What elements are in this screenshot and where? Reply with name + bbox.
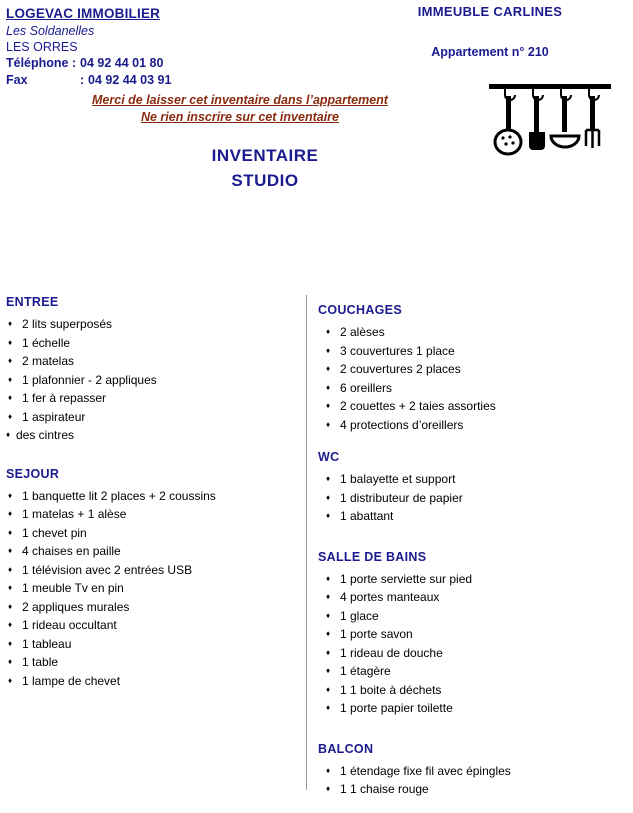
list-item: ♦ 2 matelas: [6, 352, 301, 371]
list-item: ♦ 1 porte serviette sur pied: [318, 570, 618, 589]
phone-label: Téléphone :: [6, 56, 77, 70]
column-divider: [306, 295, 307, 790]
agency-phone-row: [6, 55, 336, 72]
agency-name: LOGEVAC IMMOBILIER: [6, 6, 161, 21]
section-item-list: [318, 323, 618, 434]
list-item: ♦ 2 lits superposés: [6, 315, 301, 334]
agency-block: [6, 6, 336, 89]
section-title: ENTREE: [6, 295, 59, 309]
property-block: [355, 4, 625, 59]
section-item-list: [318, 470, 618, 526]
title-line-1: INVENTAIRE: [211, 146, 319, 165]
building-name: IMMEUBLE CARLINES: [417, 4, 563, 19]
list-item: ♦ 1 rideau de douche: [318, 644, 618, 663]
agency-address-line2: LES ORRES: [6, 40, 78, 54]
section-title: BALCON: [318, 741, 374, 756]
fax-separator: :: [80, 73, 85, 87]
list-item: ♦ 4 chaises en paille: [6, 542, 301, 561]
notice-line-1: Merci de laisser cet inventaire dans l’appartement: [92, 93, 388, 107]
section-item-list: [6, 487, 301, 691]
section-item-list: [318, 762, 618, 799]
right-column: [318, 303, 618, 813]
list-item: ♦ 6 oreillers: [318, 379, 618, 398]
list-item: ♦ 3 couvertures 1 place: [318, 342, 618, 361]
title-line-2: STUDIO: [231, 171, 299, 190]
fax-label: Fax: [6, 73, 28, 87]
list-item: ♦ 1 porte papier toilette: [318, 699, 618, 718]
list-item: ♦ 1 abattant: [318, 507, 618, 526]
list-item: ♦ 1 tableau: [6, 635, 301, 654]
list-item: ♦ 1 chevet pin: [6, 524, 301, 543]
list-item: ♦ 1 étagère: [318, 662, 618, 681]
list-item: ♦ 2 appliques murales: [6, 598, 301, 617]
section-title: SEJOUR: [6, 466, 60, 481]
list-item: ♦ 1 meuble Tv en pin: [6, 579, 301, 598]
section-sejour: [6, 467, 301, 691]
list-item: ♦ 1 plafonnier - 2 appliques: [6, 371, 301, 390]
list-item: ♦ 2 alèses: [318, 323, 618, 342]
list-item: ♦ 1 aspirateur: [6, 408, 301, 427]
fax-value: 04 92 44 03 91: [88, 73, 172, 87]
agency-address-line1: Les Soldanelles: [6, 24, 95, 38]
list-item: ♦ 1 télévision avec 2 entrées USB: [6, 561, 301, 580]
list-item: ♦ 1 1 boite à déchets: [318, 681, 618, 700]
section-balcon: [318, 742, 618, 799]
inventory-columns: [0, 295, 633, 795]
agency-fax-row: [6, 72, 336, 89]
list-item: ♦ des cintres: [6, 426, 301, 445]
apartment-number: Appartement n° 210: [431, 45, 549, 59]
list-item: ♦ 2 couvertures 2 places: [318, 360, 618, 379]
list-item: ♦ 1 table: [6, 653, 301, 672]
list-item: ♦ 2 couettes + 2 taies assorties: [318, 397, 618, 416]
document-header: [0, 0, 633, 190]
section-title: WC: [318, 450, 340, 464]
document-title: [0, 143, 530, 193]
list-item: ♦ 1 balayette et support: [318, 470, 618, 489]
list-item: ♦ 1 échelle: [6, 334, 301, 353]
list-item: ♦ 1 distributeur de papier: [318, 489, 618, 508]
list-item: ♦ 1 fer à repasser: [6, 389, 301, 408]
list-item: ♦ 1 rideau occultant: [6, 616, 301, 635]
list-item: ♦ 1 lampe de chevet: [6, 672, 301, 691]
phone-value: 04 92 44 01 80: [80, 56, 164, 70]
left-column: [6, 295, 301, 704]
section-item-list: [318, 570, 618, 718]
section-item-list: [6, 315, 301, 445]
list-item: ♦ 1 matelas + 1 alèse: [6, 505, 301, 524]
list-item: ♦ 1 1 chaise rouge: [318, 780, 618, 799]
list-item: ♦ 1 glace: [318, 607, 618, 626]
notice-line-2: Ne rien inscrire sur cet inventaire: [140, 110, 339, 124]
list-item: ♦ 1 porte savon: [318, 625, 618, 644]
notice-block: [0, 92, 480, 126]
section-salle-de-bains: [318, 550, 618, 718]
list-item: ♦ 4 portes manteaux: [318, 588, 618, 607]
section-title: COUCHAGES: [318, 303, 402, 317]
section-title: SALLE DE BAINS: [318, 549, 427, 564]
kitchen-utensils-rack-icon: [485, 78, 615, 168]
section-entree: [6, 295, 301, 445]
list-item: ♦ 1 étendage fixe fil avec épingles: [318, 762, 618, 781]
section-wc: [318, 450, 618, 526]
list-item: ♦ 1 banquette lit 2 places + 2 coussins: [6, 487, 301, 506]
section-couchages: [318, 303, 618, 434]
list-item: ♦ 4 protections d’oreillers: [318, 416, 618, 435]
